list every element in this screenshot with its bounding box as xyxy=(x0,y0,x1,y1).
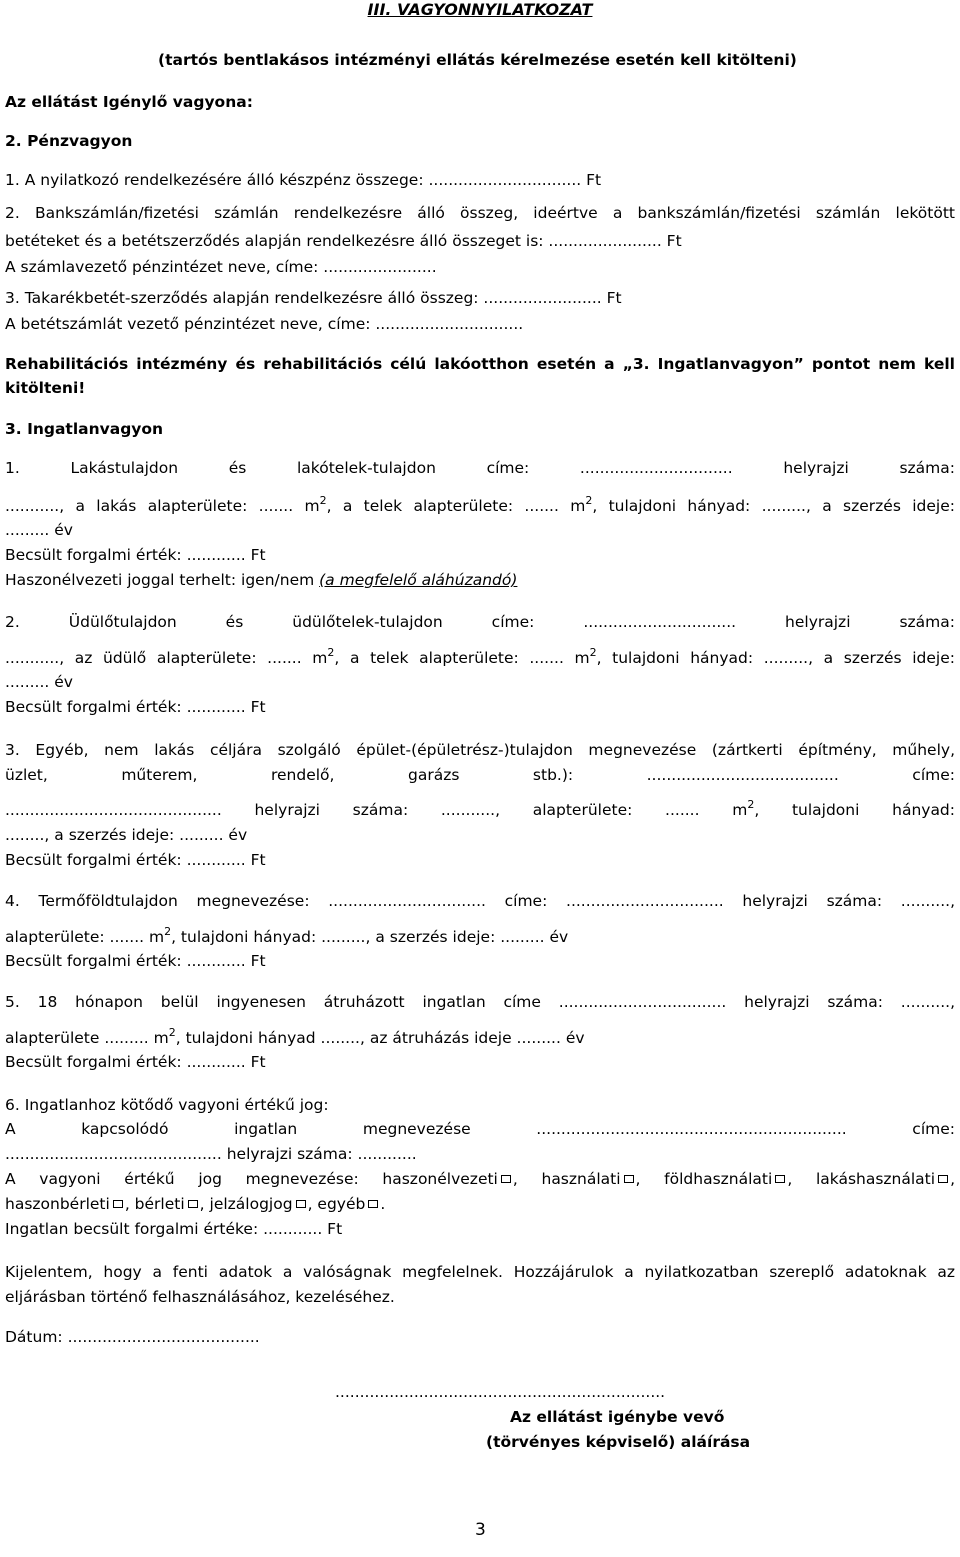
checkbox-egyeb[interactable] xyxy=(368,1200,378,1208)
property-right-value: Ingatlan becsült forgalmi értéke: ............ Ft xyxy=(5,1220,343,1238)
bank-account-line-1: 2. Bankszámlán/fizetési számlán rendelkezésre álló összeg, ideértve a bankszámlán/fizetési számlán lekötött xyxy=(5,204,955,222)
checkbox-hasznalati[interactable] xyxy=(624,1175,634,1183)
other-building-line-4: ........, a szerzés ideje: ......... év xyxy=(5,826,248,844)
declaration-line-2: eljárásban történő felhasználásához, kezeléséhez. xyxy=(5,1288,395,1306)
date-field[interactable]: Dátum: ....................................... xyxy=(5,1328,260,1346)
signature-label-1: Az ellátást igénybe vevő xyxy=(510,1408,725,1426)
savings-line-1: 3. Takarékbetét-szerződés alapján rendelkezésre álló összeg: ........................ Ft xyxy=(5,289,622,307)
money-heading: 2. Pénzvagyon xyxy=(5,132,133,150)
bank-name-line: A számlavezető pénzintézet neve, címe: ....................... xyxy=(5,258,437,276)
applicant-heading: Az ellátást Igénylő vagyona: xyxy=(5,93,253,111)
holiday-home-line-1: 2. Üdülőtulajdon és üdülőtelek-tulajdon címe: ............................... helyrajzi száma: xyxy=(5,613,955,631)
checkbox-foldhasznalati[interactable] xyxy=(775,1175,785,1183)
checkbox-haszonelvezeti[interactable] xyxy=(501,1175,511,1183)
checkbox-haszonberleti[interactable] xyxy=(113,1200,123,1208)
checkbox-jelzalogjog[interactable] xyxy=(296,1200,306,1208)
farmland-line-1: 4. Termőföldtulajdon megnevezése: ................................ címe: ................................ helyrajzi száma: .........., xyxy=(5,892,955,910)
apartment-line-2: ..........., a lakás alapterülete: ....... $m^2$, a telek alapterülete: ....... $m^2$, tulajdoni hányad: ........., a szerzés ideje: xyxy=(5,494,955,515)
property-right-types-2: haszonbérleti , bérleti , jelzálogjog , egyéb . xyxy=(5,1195,386,1213)
page-subtitle: (tartós bentlakásos intézményi ellátás kérelmezése esetén kell kitölteni) xyxy=(158,51,797,69)
page-title: III. VAGYONNYILATKOZAT xyxy=(367,0,593,19)
holiday-home-value: Becsült forgalmi érték: ............ Ft xyxy=(5,698,266,716)
farmland-value: Becsült forgalmi érték: ............ Ft xyxy=(5,952,266,970)
property-right-line-2: A kapcsolódó ingatlan megnevezése ............................................................... címe: xyxy=(5,1120,955,1138)
page-number: 3 xyxy=(475,1520,486,1540)
other-building-line-3: ............................................ helyrajzi száma: ..........., alapterülete: ....... $m^2$, tulajdoni hányad: xyxy=(5,798,955,819)
rehab-note-line-2: kitölteni! xyxy=(5,379,86,397)
property-right-types-1: A vagyoni értékű jog megnevezése: haszonélvezeti , használati , földhasználati , lakáshasználati , xyxy=(5,1170,956,1188)
apartment-value: Becsült forgalmi érték: ............ Ft xyxy=(5,546,266,564)
checkbox-lakashasznalati[interactable] xyxy=(938,1175,948,1183)
apartment-line-3: ......... év xyxy=(5,521,73,539)
rehab-note-line-1: Rehabilitációs intézmény és rehabilitációs célú lakóotthon esetén a „3. Ingatlanvagyon” pontot nem kell xyxy=(5,355,955,373)
transferred-line-1: 5. 18 hónapon belül ingyenesen átruházott ingatlan címe .................................. helyrajzi száma: .........., xyxy=(5,993,955,1011)
transferred-value: Becsült forgalmi érték: ............ Ft xyxy=(5,1053,266,1071)
property-right-line-3: ............................................ helyrajzi száma: ............ xyxy=(5,1145,417,1163)
cash-line: 1. A nyilatkozó rendelkezésére álló készpénz összege: ............................... Ft xyxy=(5,171,602,189)
transferred-line-2: alapterülete ......... $m^2$, tulajdoni hányad ........, az átruházás ideje ......... év xyxy=(5,1026,585,1047)
holiday-home-line-2: ..........., az üdülő alapterülete: ....... $m^2$, a telek alapterülete: ....... $m^2$, tulajdoni hányad: ........., a szerzés ideje: xyxy=(5,646,955,667)
other-building-value: Becsült forgalmi érték: ............ Ft xyxy=(5,851,266,869)
bank-account-line-2: betéteket és a betétszerződés alapján rendelkezésre álló összeget is: ....................... Ft xyxy=(5,232,682,250)
signature-line[interactable]: ................................................................... xyxy=(335,1383,666,1401)
farmland-line-2: alapterülete: ....... $m^2$, tulajdoni hányad: ........., a szerzés ideje: ......... év xyxy=(5,925,569,946)
checkbox-berleti[interactable] xyxy=(188,1200,198,1208)
property-heading: 3. Ingatlanvagyon xyxy=(5,420,164,438)
declaration-line-1: Kijelentem, hogy a fenti adatok a valóságnak megfelelnek. Hozzájárulok a nyilatkozatban szereplő adatoknak az xyxy=(5,1263,955,1281)
holiday-home-line-3: ......... év xyxy=(5,673,73,691)
other-building-line-1: 3. Egyéb, nem lakás céljára szolgáló épület-(épületrész-)tulajdon megnevezése (zártkerti építmény, műhely, xyxy=(5,741,955,759)
savings-line-2: A betétszámlát vezető pénzintézet neve, címe: .............................. xyxy=(5,315,524,333)
usufruct-line: Haszonélvezeti joggal terhelt: igen/nem (a megfelelő aláhúzandó) xyxy=(5,571,518,589)
apartment-line-1: 1. Lakástulajdon és lakótelek-tulajdon címe: ............................... helyrajzi száma: xyxy=(5,459,955,477)
other-building-line-2: üzlet, műterem, rendelő, garázs stb.): ....................................... címe: xyxy=(5,766,955,784)
signature-label-2: (törvényes képviselő) aláírása xyxy=(486,1433,751,1451)
property-right-heading: 6. Ingatlanhoz kötődő vagyoni értékű jog: xyxy=(5,1096,329,1114)
